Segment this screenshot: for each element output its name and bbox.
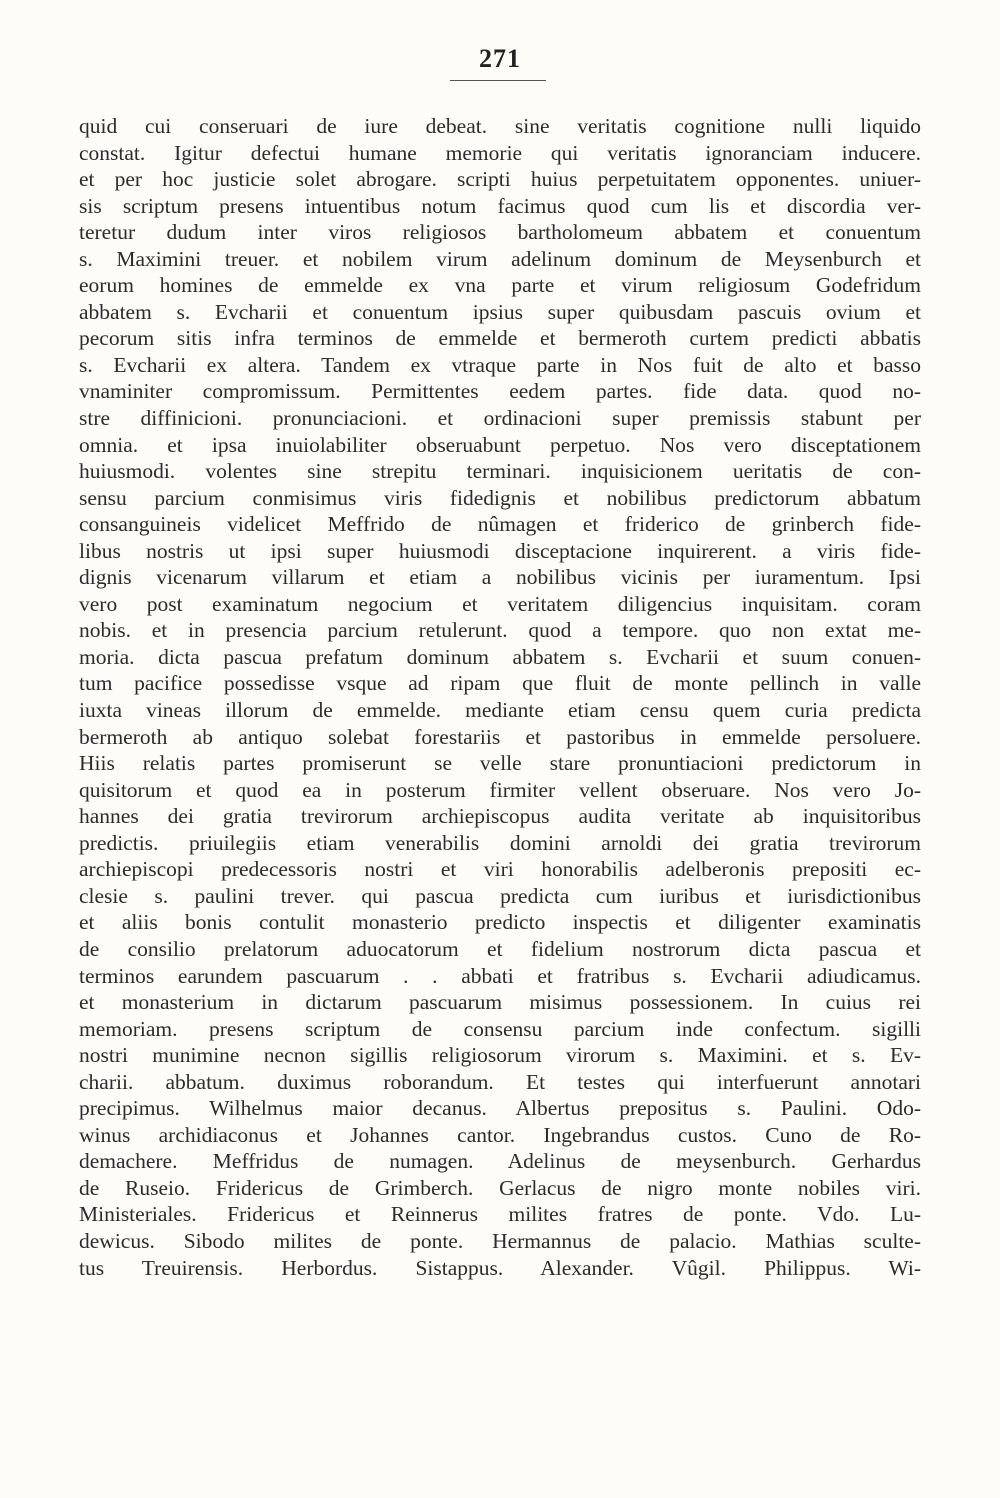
text-line: stre diffinicioni. pronunciacioni. et ordinacioni super premissis stabunt per (79, 406, 921, 431)
text-line: huiusmodi. volentes sine strepitu terminari. inquisicionem ueritatis de con- (79, 459, 921, 484)
text-line: libus nostris ut ipsi super huiusmodi disceptacione inquirerent. a viris fide- (79, 538, 921, 563)
text-line: clesie s. paulini trever. qui pascua predicta cum iuribus et iurisdictionibus (79, 883, 921, 908)
text-line: nostri munimine necnon sigillis religiosorum virorum s. Maximini. et s. Ev- (79, 1043, 921, 1068)
body-text (79, 113, 921, 1281)
text-line: vero post examinatum negocium et veritatem diligencius inquisitam. coram (79, 591, 921, 616)
text-line: vnaminiter compromissum. Permittentes eedem partes. fide data. quod no- (79, 379, 921, 404)
text-line: memoriam. presens scriptum de consensu parcium inde confectum. sigilli (79, 1016, 921, 1041)
text-line: dewicus. Sibodo milites de ponte. Hermannus de palacio. Mathias scultе- (79, 1228, 921, 1253)
text-line: omnia. et ipsa inuiolabiliter obseruabunt perpetuo. Nos vero disceptationem (79, 432, 921, 457)
text-line: s. Evcharii ex altera. Tandem ex vtraque parte in Nos fuit de alto et basso (79, 352, 921, 377)
text-line: precipimus. Wilhelmus maior decanus. Albertus prepositus s. Paulini. Odo- (79, 1096, 921, 1121)
text-line: et aliis bonis contulit monasterio predicto inspectis et diligenter examinatis (79, 910, 921, 935)
text-line: abbatem s. Evcharii et conuentum ipsius super quibusdam pascuis ovium et (79, 299, 921, 324)
text-line: de consilio prelatorum aduocatorum et fidelium nostrorum dicta pascua et (79, 936, 921, 961)
text-line: eorum homines de emmelde ex vna parte et virum religiosum Godefridum (79, 273, 921, 298)
text-line: sis scriptum presens intuentibus notum facimus quod cum lis et discordia ver- (79, 193, 921, 218)
text-line: consanguineis videlicet Meffrido de nûmagen et friderico de grinberch fide- (79, 512, 921, 537)
text-line: Ministeriales. Fridericus et Reinnerus milites fratres de ponte. Vdo. Lu- (79, 1202, 921, 1227)
text-line: archiepiscopi predecessoris nostri et viri honorabilis adelberonis prepositi ec- (79, 857, 921, 882)
text-line: charii. abbatum. duximus roborandum. Et testes qui interfuerunt annotari (79, 1069, 921, 1094)
text-line: bermeroth ab antiquo solebat forestariis et pastoribus in emmelde persoluere. (79, 724, 921, 749)
text-line: et monasterium in dictarum pascuarum misimus possessionem. In cuius rei (79, 990, 921, 1015)
text-line: terminos earundem pascuarum . . abbati et fratribus s. Evcharii adiudicamus. (79, 963, 921, 988)
text-line: pecorum sitis infra terminos de emmelde et bermeroth curtem predicti abbatis (79, 326, 921, 351)
text-line: constat. Igitur defectui humane memorie qui veritatis ignoranciam inducere. (79, 140, 921, 165)
text-line: de Ruseio. Fridericus de Grimberch. Gerlacus de nigro monte nobiles viri. (79, 1175, 921, 1200)
text-line: sensu parcium conmisimus viris fidedignis et nobilibus predictorum abbatum (79, 485, 921, 510)
text-line: dignis vicenarum villarum et etiam a nobilibus vicinis per iuramentum. Ipsi (79, 565, 921, 590)
text-line: quisitorum et quod ea in posterum firmiter vellent obseruare. Nos vero Jo- (79, 777, 921, 802)
text-line: hannes dei gratia trevirorum archiepiscopus audita veritate ab inquisitoribus (79, 804, 921, 829)
text-line: quid cui conseruari de iure debeat. sine veritatis cognitione nulli liquido (79, 114, 921, 138)
page-number-rule (450, 80, 546, 81)
text-line: Hiis relatis partes promiserunt se velle stare pronuntiacioni predictorum in (79, 751, 921, 776)
text-line: nobis. et in presencia parcium retulerunt. quod a tempore. quo non extat me- (79, 618, 921, 643)
text-line: moria. dicta pascua prefatum dominum abbatem s. Evcharii et suum conuen- (79, 644, 921, 669)
text-line: s. Maximini treuer. et nobilem virum adelinum dominum de Meysenburch et (79, 246, 921, 271)
text-line: iuxta vineas illorum de emmelde. mediante etiam censu quem curia predicta (79, 698, 921, 723)
text-line: tus Treuirensis. Herbordus. Sistappus. Alexander. Vûgil. Philippus. Wi- (79, 1255, 921, 1280)
text-line: predictis. priuilegiis etiam venerabilis domini arnoldi dei gratia trevirorum (79, 830, 921, 855)
page-number: 271 (479, 44, 521, 73)
text-line: tum pacifice possedisse vsque ad ripam que fluit de monte pellinch in valle (79, 671, 921, 696)
text-line: demachere. Meffridus de numagen. Adelinus de meysenburch. Gerhardus (79, 1149, 921, 1174)
text-line: winus archidiaconus et Johannes cantor. Ingebrandus custos. Cuno de Ro- (79, 1122, 921, 1147)
text-line: et per hoc justicie solet abrogare. scripti huius perpetuitatem opponentes. uniuer- (79, 167, 921, 192)
text-line: teretur dudum inter viros religiosos bartholomeum abbatem et conuentum (79, 220, 921, 245)
